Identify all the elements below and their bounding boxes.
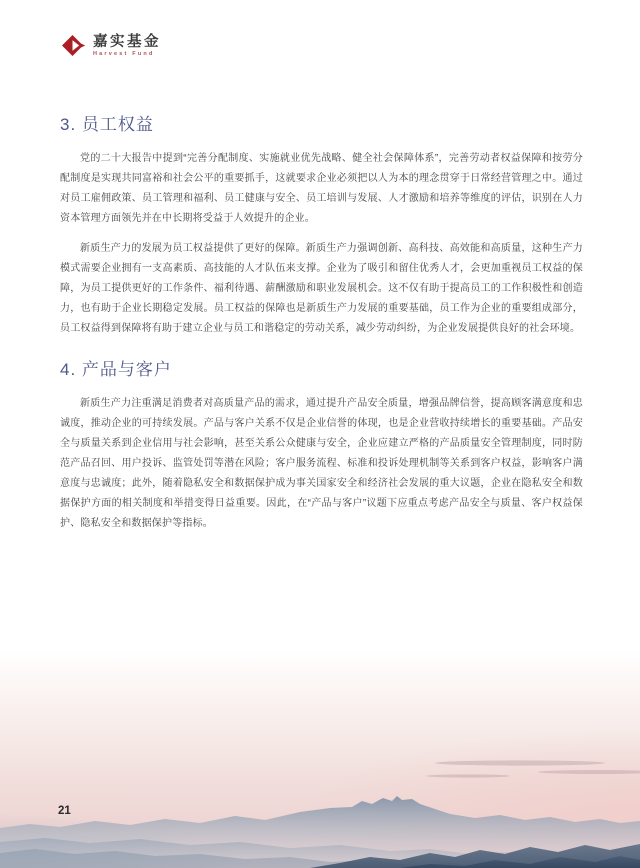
brand-name: [93, 35, 161, 57]
section-employee-rights: [60, 110, 583, 339]
mountain-sunset-photo: [0, 650, 640, 868]
mountain-ridges-graphic: [0, 650, 640, 868]
body-paragraph: 新质生产力注重满足消费者对高质量产品的需求，通过提升产品安全质量，增强品牌信誉，提高顾客满意度和忠诚度，推动企业的可持续发展。产品与客户关系不仅是企业信誉的体现，也是企业营收持续增长的重要基础。产品安全与质量关系到企业信用与社会影响，甚至关系公众健康与安全，企业应建立严格的产品质量安全管理制度，同时防范产品召回、用户投诉、监管处罚等潜在风险；客户服务流程、标准和投诉处理机制等关系到客户权益，影响客户满意度与忠诚度；此外，随着隐私安全和数据保护成为事关国家安全和经济社会发展的重大议题，企业在隐私安全和数据保护方面的相关制度和举措变得日益重要。因此，在“产品与客户”议题下应重点考虑产品安全与质量、客户权益保护、隐私安全和数据保护等指标。: [60, 398, 583, 529]
brand-name-cn: 嘉实基金: [93, 34, 161, 50]
page-body: [60, 110, 583, 544]
section-products-customers: [60, 355, 583, 534]
body-paragraph: 新质生产力的发展为员工权益提供了更好的保障。新质生产力强调创新、高科技、高效能和高质量，这种生产力模式需要企业拥有一支高素质、高技能的人才队伍来支撑。企业为了吸引和留住优秀人才，会更加重视员工权益的保障，为员工提供更好的工作条件、福利待遇、薪酬激励和职业发展机会。这不仅有助于提高员工的工作积极性和创造力，也有助于企业长期稳定发展。员工权益的保障也是新质生产力发展的重要基础，员工作为企业的重要组成部分，员工权益得到保障将有助于建立企业与员工和谐稳定的劳动关系，减少劳动纠纷，为企业发展提供良好的社会环境。: [60, 243, 583, 334]
section-heading-employee-rights: 3. 员工权益: [60, 115, 154, 134]
harvest-diamond-icon: [62, 34, 86, 58]
section-heading-products-customers: 4. 产品与客户: [60, 360, 172, 379]
brand-name-en: Harvest Fund: [93, 50, 155, 57]
cloud-streaks: [426, 760, 640, 777]
page-number: 21: [58, 805, 71, 817]
brand-logo: [62, 34, 161, 58]
body-paragraph: 党的二十大报告中提到“完善分配制度、实施就业优先战略、健全社会保障体系”，完善劳动者权益保障和按劳分配制度是实现共同富裕和社会公平的重要抓手，这就要求企业必须把以人为本的理念贯穿于日常经营管理之中。通过对员工雇佣政策、员工管理和福利、员工健康与安全、员工培训与发展、人才激励和培养等维度的评估，识别在人力资本管理方面领先并在中长期将受益于人效提升的企业。: [60, 153, 583, 224]
